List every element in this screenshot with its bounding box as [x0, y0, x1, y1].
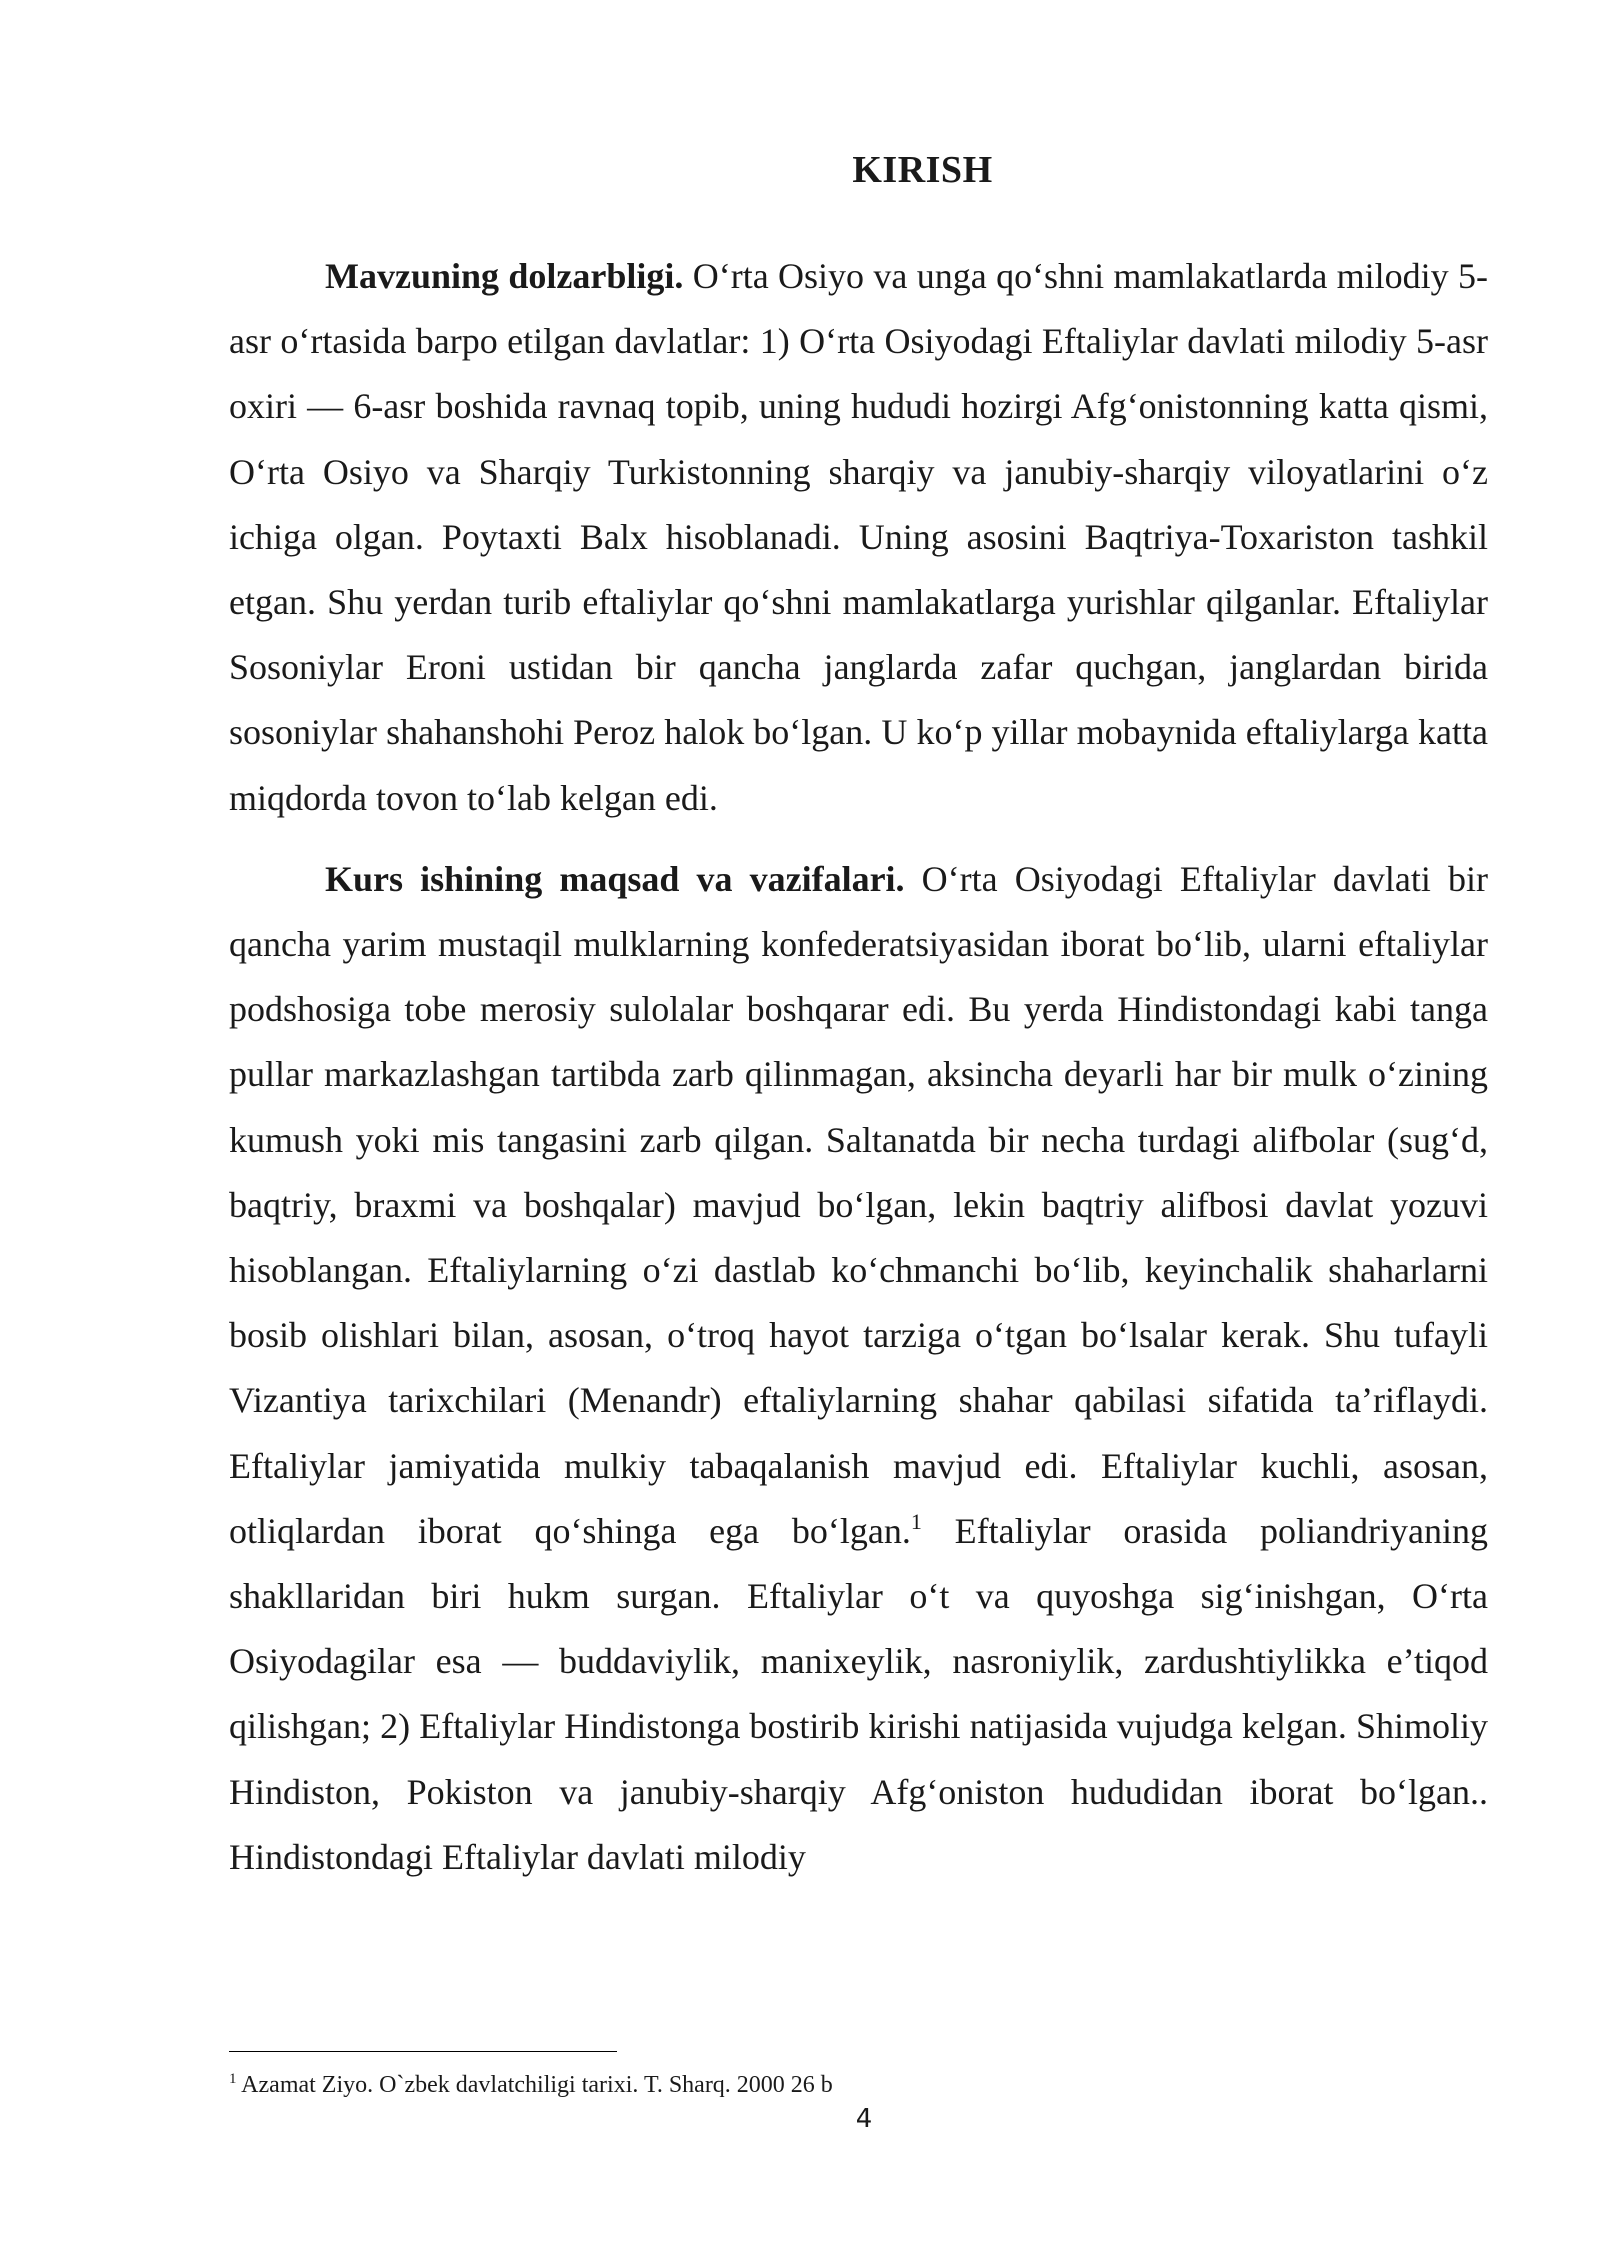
paragraph-lead-goals: Kurs ishining maqsad va vazifalari. — [325, 858, 905, 899]
page-number: 4 — [855, 2104, 873, 2134]
paragraph-text-goals: O‘rta Osiyodagi Eftaliylar davlati bir qancha yarim mustaqil mulklarning konfederatsiyasidan iborat bo‘lib, ularni eftaliylar podshosiga tobe merosiy sulolalar boshqarar edi. Bu yerda Hindistondagi kabi tanga pullar markazlashgan tartibda zarb qilinmagan, aksincha deyarli har bir mulk o‘zining kumush yoki mis tangasini zarb qilgan. Saltanatda bir necha turdagi alifbolar (sug‘d, baqtriy, braxmi va boshqalar) mavjud bo‘lgan, lekin baqtriy alifbosi davlat yozuvi hisoblangan. Eftaliylarning o‘zi dastlab ko‘chmanchi bo‘lib, keyinchalik shaharlarni bosib olishlari bilan, asosan, o‘troq hayot tarziga o‘tgan bo‘lsalar kerak. Shu tufayli Vizantiya tarixchilari (Menandr) eftaliylarning shahar qabilasi sifatida ta’riflaydi. Eftaliylar jamiyatida mulkiy tabaqalanish mavjud edi. Eftaliylar kuchli, asosan, otliqlardan iborat qo‘shinga ega bo‘lgan. — [229, 858, 1488, 1551]
footnote-separator — [229, 2051, 617, 2052]
paragraph-goals — [229, 847, 1488, 1890]
body-text — [229, 244, 1488, 1890]
paragraph-lead-relevance: Mavzuning dolzarbligi. — [325, 256, 684, 296]
footnote-marker: 1 — [229, 2071, 237, 2087]
paragraph-text-relevance: O‘rta Osiyo va unga qo‘shni mamlakatlarda milodiy 5-asr o‘rtasida barpo etilgan davlatlar: 1) O‘rta Osiyodagi Eftaliylar davlati milodiy 5-asr oxiri — 6-asr boshida ravnaq topib, uning hududi hozirgi Afg‘onistonning katta qismi, O‘rta Osiyo va Sharqiy Turkistonning sharqiy va janubiy-sharqiy viloyatlarini o‘z ichiga olgan. Poytaxti Balx hisoblanadi. Uning asosini Baqtriya-Toxariston tashkil etgan. Shu yerdan turib eftaliylar qo‘shni mamlakatlarga yurishlar qilganlar. Eftaliylar Sosoniylar Eroni ustidan bir qancha janglarda zafar quchgan, janglardan birida sosoniylar shahanshohi Peroz halok bo‘lgan. U ko‘p yillar mobaynida eftaliylarga katta miqdorda tovon to‘lab kelgan edi. — [229, 256, 1489, 818]
page-heading: KIRISH — [852, 149, 993, 191]
paragraph-relevance — [229, 244, 1488, 831]
paragraph-text-goals-continued: Eftaliylar orasida poliandriyaning shakllaridan biri hukm surgan. Eftaliylar o‘t va quyoshga sig‘inishgan, O‘rta Osiyodagilar esa — buddaviylik, manixeylik, nasroniylik, zardushtiylikka e’tiqod qilishgan; 2) Eftaliylar Hindistonga bostirib kirishi natijasida vujudga kelgan. Shimoliy Hindiston, Pokiston va janubiy-sharqiy Afg‘oniston hududidan iborat bo‘lgan.. Hindistondagi Eftaliylar davlati milodiy — [229, 1510, 1489, 1877]
footnote — [229, 2069, 1429, 2101]
footnote-text: Azamat Ziyo. O`zbek davlatchiligi tarixi. T. Sharq. 2000 26 b — [236, 2072, 833, 2098]
footnote-reference[interactable]: 1 — [910, 1508, 922, 1534]
